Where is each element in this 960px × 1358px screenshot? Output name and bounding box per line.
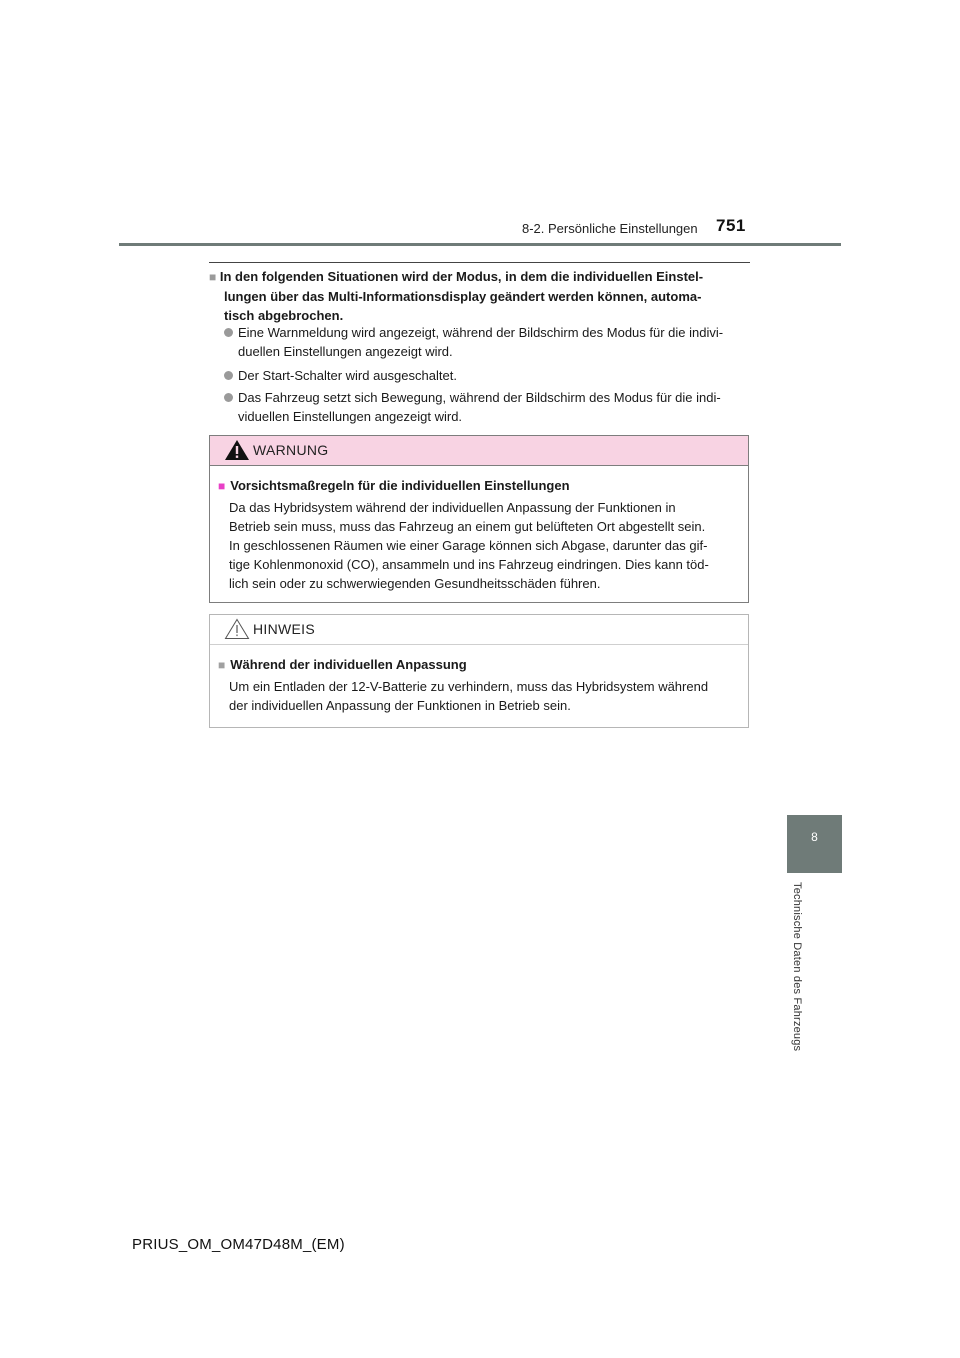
notice-title: HINWEIS — [253, 621, 315, 637]
section-title: 8-2. Persönliche Einstellungen — [522, 221, 698, 236]
warning-header — [210, 436, 748, 466]
content-rule — [209, 262, 750, 263]
heading-line-3: tisch abgebrochen. — [224, 308, 344, 323]
heading-line-2: lungen über das Multi-Informationsdisplay geändert werden können, automa- — [224, 289, 702, 304]
bullet-icon — [224, 371, 233, 380]
warning-triangle-icon — [224, 439, 250, 461]
notice-subheading: ■ Während der individuellen Anpassung — [218, 657, 467, 672]
notice-marker: ■ — [218, 658, 226, 672]
page-number: 751 — [716, 216, 746, 235]
notice-box — [209, 614, 749, 728]
warning-marker: ■ — [218, 479, 226, 493]
chapter-tab[interactable] — [787, 815, 842, 873]
list-item: Das Fahrzeug setzt sich Bewegung, während der Bildschirm des Modus für die indi- viduellen Einstellungen angezeigt wird. — [224, 388, 750, 426]
notice-header — [210, 615, 748, 645]
warning-subheading: ■ Vorsichtsmaßregeln für die individuellen Einstellungen — [218, 478, 570, 493]
chapter-title: Technische Daten des Fahrzeugs — [791, 882, 803, 1052]
chapter-number: 8 — [811, 830, 818, 844]
header-rule — [119, 243, 841, 246]
caution-triangle-icon — [224, 618, 250, 640]
heading-line-1: ■ In den folgenden Situationen wird der Modus, in dem die individuellen Einstel- — [209, 269, 704, 284]
notice-body: Um ein Entladen der 12-V-Batterie zu verhindern, muss das Hybridsystem während der individuellen Anpassung der Funktionen in Betrieb sein. — [229, 679, 709, 713]
list-item: Der Start-Schalter wird ausgeschaltet. — [224, 366, 750, 385]
bullet-icon — [224, 393, 233, 402]
warning-title: WARNUNG — [253, 442, 329, 458]
document-code: PRIUS_OM_OM47D48M_(EM) — [132, 1236, 345, 1253]
list-item: Eine Warnmeldung wird angezeigt, während der Bildschirm des Modus für die indivi- duellen Einstellungen angezeigt wird. — [224, 323, 750, 361]
warning-box — [209, 435, 749, 603]
section-heading — [209, 267, 750, 325]
warning-body: Da das Hybridsystem während der individuellen Anpassung der Funktionen in Betrieb sein muss, muss das Fahrzeug an einem gut belüfteten Ort abgestellt sein. In geschlossenen Räumen wie einer Garage können sich Abgase, darunter das gif- tige Kohlenmonoxid (CO), ansammeln und ins Fahrzeug eindringen. Dies kann töd- lich sein oder zu schwerwiegenden Gesundheitsschäden führen. — [229, 500, 709, 591]
heading-marker: ■ — [209, 270, 217, 284]
bullet-icon — [224, 328, 233, 337]
